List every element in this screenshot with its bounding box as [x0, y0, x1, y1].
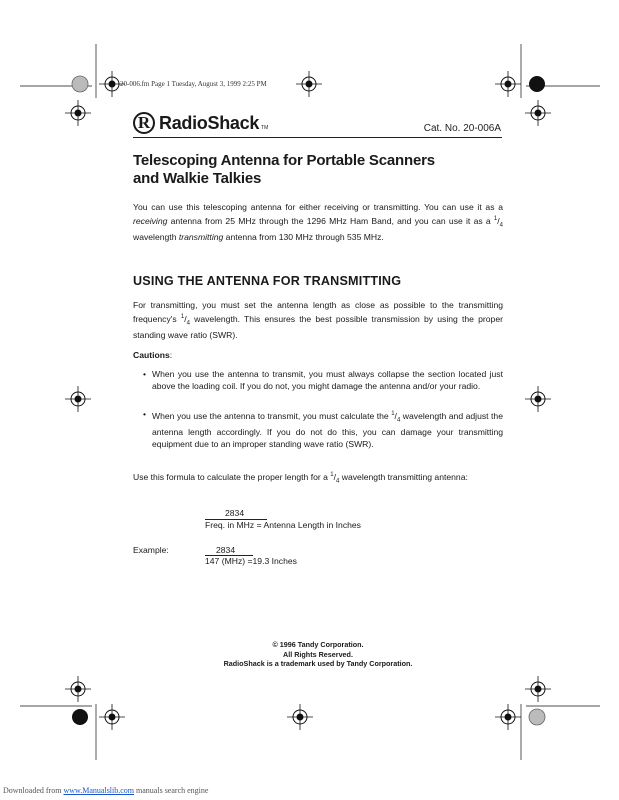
registration-mark-top-center — [296, 71, 322, 97]
formula-intro-frac-sep: / — [333, 471, 337, 482]
registration-mark-right-upper — [525, 100, 551, 126]
registration-mark-left-middle — [65, 386, 91, 412]
caution-item-1-text: When you use the antenna to transmit, you must always collapse the section located just above the loading coil. If you do not, you might damage the antenna and/or your radio. — [152, 369, 503, 391]
header-divider — [133, 137, 502, 138]
cautions-label — [133, 350, 172, 360]
formula-denominator: Freq. in MHz = Antenna Length in Inches — [205, 520, 361, 530]
corner-grey-dot-top-left — [72, 76, 88, 92]
example-numerator: 2834 — [216, 545, 236, 555]
intro-text-1: You can use this telescoping antenna for either receiving or transmitting. You can use it as a — [133, 202, 503, 212]
corner-grey-dot-bottom-right — [529, 709, 545, 725]
transmit-frac-num: 1 — [180, 313, 185, 320]
caution-item-2-text — [152, 409, 503, 451]
registration-mark-top-right — [495, 71, 521, 97]
caution-item-2 — [143, 409, 503, 451]
caution-frac-den: 4 — [396, 417, 401, 424]
registration-mark-bottom-left — [99, 704, 125, 730]
logo-wordmark: RadioShack — [159, 113, 260, 133]
registration-mark-bottom-right — [495, 704, 521, 730]
footer-line-1: © 1996 Tandy Corporation. — [272, 640, 364, 649]
download-prefix: Downloaded from — [3, 786, 64, 795]
formula-intro-text-2: wavelength transmitting antenna: — [339, 471, 468, 482]
manualslib-link[interactable]: www.Manualslib.com — [63, 786, 135, 795]
caution-frac-num: 1 — [391, 411, 395, 417]
download-suffix: manuals search engine — [134, 786, 209, 795]
logo-r-circle: R — [133, 112, 155, 134]
formula-intro — [133, 470, 503, 488]
download-source-note — [3, 786, 208, 795]
copyright-footer — [133, 640, 503, 669]
formula-intro-frac-den: 4 — [336, 478, 340, 485]
radioshack-logo — [133, 112, 268, 134]
footer-line-3: RadioShack is a trademark used by Tandy Corporation. — [223, 659, 413, 668]
transmit-frac-sep: / — [184, 313, 187, 324]
intro-frac-den: 4 — [499, 222, 503, 229]
intro-text-2: antenna from 25 MHz through the 1296 MHz Ham Band, and you can use it as a — [167, 215, 494, 226]
title-line-2: and Walkie Talkies — [133, 170, 262, 187]
registration-mark-left-upper — [65, 100, 91, 126]
formula-intro-text-1: Use this formula to calculate the proper length for a — [133, 471, 331, 482]
intro-text-3: wavelength — [133, 232, 179, 243]
footer-line-2: All Rights Reserved. — [283, 649, 353, 659]
registration-mark-left-lower — [65, 676, 91, 702]
registration-mark-right-lower — [525, 676, 551, 702]
formula-intro-frac-num: 1 — [330, 472, 334, 478]
caution-item-2-text-2: wavelength and adjust the antenna length accordingly. If you do not do this, you can damage your transmitting equipment due to an improper standing wave ratio (SWR). — [152, 410, 503, 450]
transmit-text-1: For transmitting, you must set the antenna length as close as possible to the transmitting frequency's — [133, 300, 503, 324]
example-label: Example: — [133, 545, 169, 555]
intro-frac-num: 1 — [493, 215, 498, 222]
logo-trademark: TM — [261, 125, 269, 131]
bullet-icon: • — [143, 369, 147, 379]
registration-mark-bottom-center — [287, 704, 313, 730]
corner-black-dot-bottom-left — [72, 709, 88, 725]
catalog-number: Cat. No. 20-006A — [423, 123, 501, 134]
transmit-frac-den: 4 — [186, 320, 190, 327]
example-denominator: 147 (MHz) =19.3 Inches — [205, 556, 297, 566]
intro-transmitting: transmitting — [178, 232, 224, 243]
intro-frac-sep: / — [497, 215, 500, 226]
page-title — [133, 152, 503, 188]
intro-receiving: receiving — [133, 215, 168, 226]
bullet-icon: • — [143, 409, 147, 419]
corner-black-dot-top-right — [529, 76, 545, 92]
intro-paragraph — [133, 202, 503, 244]
intro-text-4: antenna from 130 MHz through 535 MHz. — [223, 232, 384, 243]
registration-mark-right-middle — [525, 386, 551, 412]
section-heading: USING THE ANTENNA FOR TRANSMITTING — [133, 274, 402, 288]
transmit-text-2: wavelength. This ensures the best possible transmission by using the proper standing wave ratio (SWR). — [133, 313, 503, 341]
title-line-1: Telescoping Antenna for Portable Scanners — [133, 152, 435, 169]
caution-item-1 — [143, 369, 503, 393]
cautions-label-text: Cautions — [133, 350, 170, 360]
file-header: 20-006.fm Page 1 Tuesday, August 3, 1999 2:25 PM — [120, 80, 267, 88]
formula-numerator: 2834 — [225, 508, 245, 518]
transmit-paragraph — [133, 300, 503, 342]
cautions-colon: : — [169, 350, 173, 360]
caution-frac-sep: / — [394, 410, 397, 421]
caution-item-2-text-1: When you use the antenna to transmit, you must calculate the — [152, 410, 392, 421]
